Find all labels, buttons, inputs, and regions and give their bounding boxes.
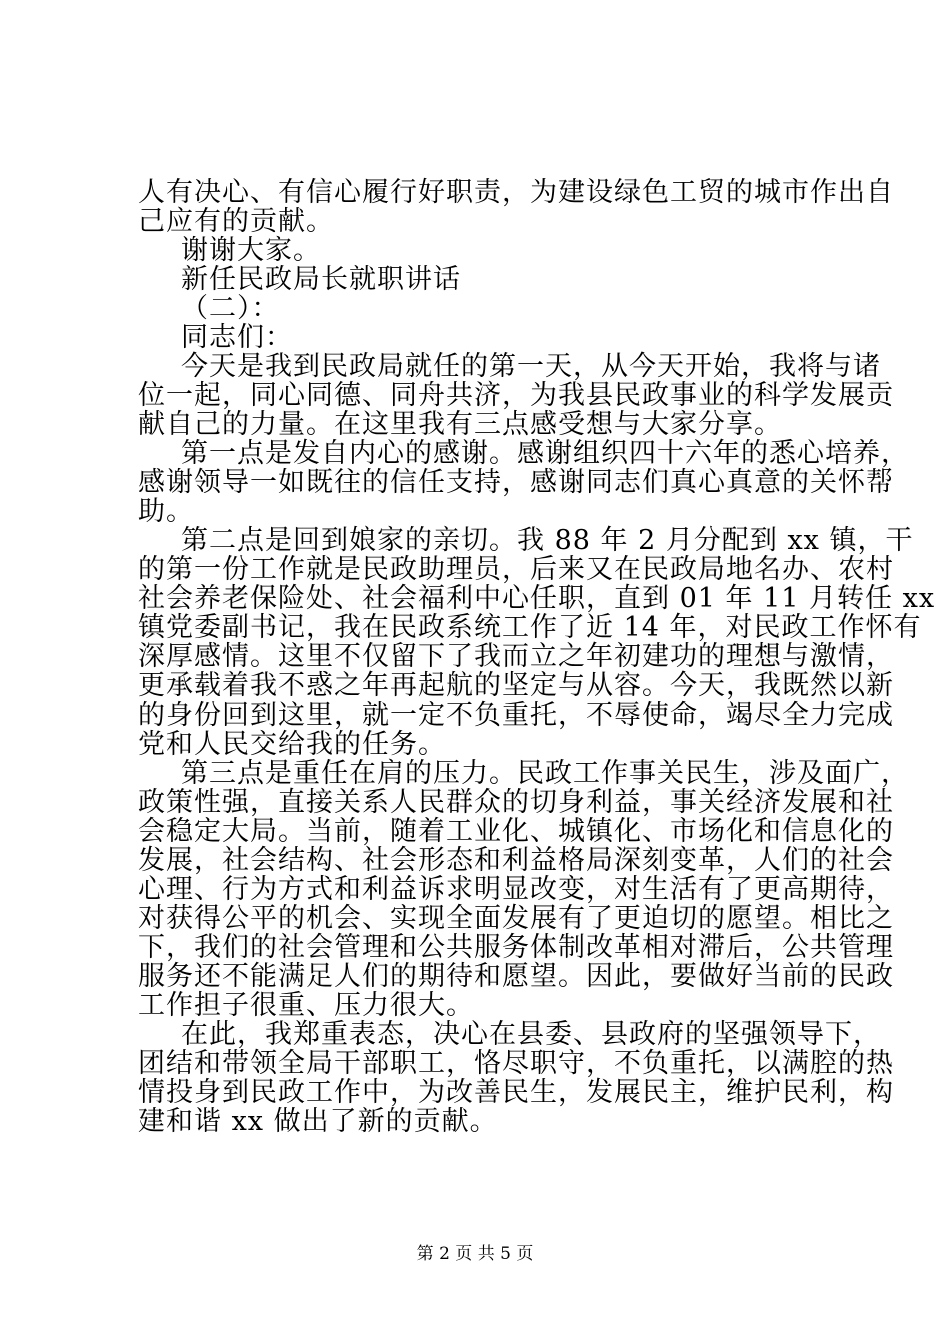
text-line: 的身份回到这里，就一定不负重托，不辱使命，竭尽全力完成 [138, 700, 894, 731]
text-line: 位一起，同心同德、同舟共济，为我县民政事业的科学发展贡 [138, 380, 894, 411]
text-line: 深厚感情。这里不仅留下了我而立之年初建功的理想与激情， [138, 641, 894, 672]
text-line: 感谢领导一如既往的信任支持，感谢同志们真心真意的关怀帮 [138, 467, 894, 498]
text-line: 政策性强，直接关系人民群众的切身利益，事关经济发展和社 [138, 787, 894, 818]
text-line: 在此，我郑重表态，决心在县委、县政府的坚强领导下， [181, 1019, 881, 1050]
text-line: 团结和带领全局干部职工，恪尽职守，不负重托，以满腔的热 [138, 1048, 894, 1079]
text-line: 第三点是重任在肩的压力。民政工作事关民生，涉及面广， [181, 758, 909, 789]
text-line: 发展，社会结构、社会形态和利益格局深刻变革，人们的社会 [138, 845, 894, 876]
text-line: 工作担子很重、压力很大。 [138, 990, 474, 1021]
text-line: 情投身到民政工作中，为改善民生，发展民主，维护民利，构 [138, 1077, 894, 1108]
text-line: 建和谐 xx 做出了新的贡献。 [138, 1106, 498, 1137]
text-line: 谢谢大家。 [181, 235, 321, 266]
text-line: 助。 [138, 496, 194, 527]
page-number-footer: 第 2 页 共 5 页 [416, 1244, 534, 1264]
text-line: 下，我们的社会管理和公共服务体制改革相对滞后，公共管理 [138, 932, 894, 963]
text-line: 镇党委副书记，我在民政系统工作了近 14 年，对民政工作怀有 [138, 612, 922, 643]
text-line: 社会养老保险处、社会福利中心任职，直到 01 年 11 月转任 xx [138, 583, 936, 614]
text-line: 会稳定大局。当前，随着工业化、城镇化、市场化和信息化的 [138, 816, 894, 847]
text-line: 党和人民交给我的任务。 [138, 729, 446, 760]
text-line: 第一点是发自内心的感谢。感谢组织四十六年的悉心培养， [181, 438, 909, 469]
text-line: 心理、行为方式和利益诉求明显改变，对生活有了更高期待， [138, 874, 894, 905]
text-line: 己应有的贡献。 [138, 206, 334, 237]
salutation: 同志们： [181, 322, 293, 353]
text-line: 第二点是回到娘家的亲切。我 88 年 2 月分配到 xx 镇，干 [181, 525, 914, 556]
text-line: 人有决心、有信心履行好职责，为建设绿色工贸的城市作出自 [138, 177, 894, 208]
text-line: 今天是我到民政局就任的第一天，从今天开始，我将与诸 [181, 351, 881, 382]
section-title: 新任民政局长就职讲话 [181, 264, 461, 295]
text-line: 服务还不能满足人们的期待和愿望。因此，要做好当前的民政 [138, 961, 894, 992]
text-line: 更承载着我不惑之年再起航的坚定与从容。今天，我既然以新 [138, 670, 894, 701]
text-line: 献自己的力量。在这里我有三点感受想与大家分享。 [138, 409, 782, 440]
text-line: 的第一份工作就是民政助理员，后来又在民政局地名办、农村 [138, 554, 894, 585]
text-line: 对获得公平的机会、实现全面发展有了更迫切的愿望。相比之 [138, 903, 894, 934]
section-number: （二）： [181, 293, 280, 324]
